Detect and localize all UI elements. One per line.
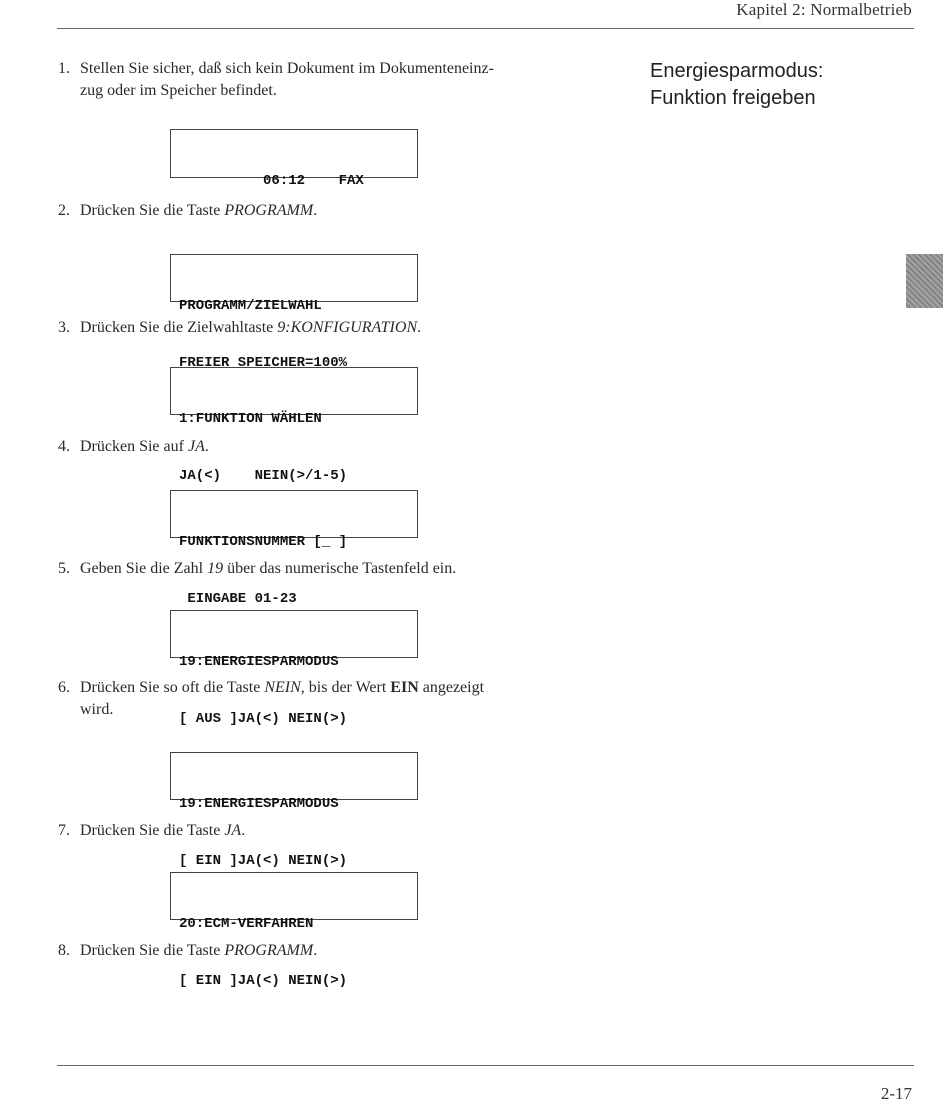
step-text-end: über das numerische Tastenfeld ein. [223,560,457,577]
step-number: 4. [58,438,70,455]
step-7 [58,820,638,842]
display-line-1: 06:12 FAX [179,173,364,189]
step-number: 1. [58,60,70,77]
step-text: Geben Sie die Zahl [80,560,208,577]
step-5 [58,558,638,580]
display-line-1: FUNKTIONSNUMMER [_ ] [179,534,348,550]
chapter-header: Kapitel 2: Normalbetrieb [736,0,912,19]
display-line-2: FREIER SPEICHER=100% [179,355,348,371]
chapter-thumb-tab [906,254,943,308]
display-line-1: 19:ENERGIESPARMODUS [179,654,339,670]
header-rule [57,28,914,29]
step-4 [58,436,638,458]
display-line-2: [ EIN ]JA(<) NEIN(>) [179,973,348,989]
key-name: PROGRAMM [224,942,314,959]
value-name: EIN [390,679,419,696]
display-line-1: 20:ECM-VERFAHREN [179,916,314,932]
step-text-end: . [313,202,318,219]
section-heading-line-1: Energiesparmodus: [650,60,824,82]
fax-display-energiesparmodus-ein [170,752,418,869]
step-number: 6. [58,679,70,696]
step-number: 8. [58,942,70,959]
step-2 [58,200,638,222]
display-line-1: 1:FUNKTION WÄHLEN [179,411,322,427]
step-number: 3. [58,319,70,336]
display-line-2: JA(<) NEIN(>/1-5) [179,468,348,484]
step-text-mid: , bis der Wert [300,679,391,696]
step-text: Drücken Sie die Zielwahltaste [80,319,278,336]
display-line-2: [ EIN ]JA(<) NEIN(>) [179,853,348,869]
key-name: NEIN [264,679,301,696]
section-heading-line-2: Funktion freigeben [650,87,816,109]
step-6 [58,677,638,721]
fax-display-standby [170,129,418,189]
step-text-continued: wird. [80,701,114,718]
key-name: 9:KONFIGURATION [277,319,418,336]
display-line-2: EINGABE 01-23 [179,591,297,607]
step-text: Drücken Sie die Taste [80,202,225,219]
step-text-end: . [241,822,246,839]
display-line-2: [ AUS ]JA(<) NEIN(>) [179,711,348,727]
display-line-1: 19:ENERGIESPARMODUS [179,796,339,812]
step-8 [58,940,638,962]
step-text-end: . [417,319,422,336]
step-text: Drücken Sie so oft die Taste [80,679,265,696]
step-text: Drücken Sie die Taste [80,822,225,839]
step-text: Drücken Sie die Taste [80,942,225,959]
key-name: PROGRAMM [224,202,314,219]
footer-rule [57,1065,914,1066]
step-text-continued: zug oder im Speicher befindet. [80,82,277,99]
step-3 [58,317,638,339]
step-number: 5. [58,560,70,577]
step-text-end: . [313,942,318,959]
step-text-end: angezeigt [418,679,485,696]
step-number: 2. [58,202,70,219]
page-number: 2-17 [880,1084,912,1103]
step-number: 7. [58,822,70,839]
fax-display-funktion-waehlen [170,367,418,484]
step-text: Stellen Sie sicher, daß sich kein Dokument im Dokumenteneinz- [80,60,494,77]
display-line-1: PROGRAMM/ZIELWAHL [179,298,322,314]
key-name: 19 [207,560,224,577]
key-name: JA [224,822,242,839]
step-text-end: . [204,438,209,455]
section-heading [650,58,890,112]
step-1 [58,58,638,102]
key-name: JA [187,438,205,455]
step-text: Drücken Sie auf [80,438,188,455]
